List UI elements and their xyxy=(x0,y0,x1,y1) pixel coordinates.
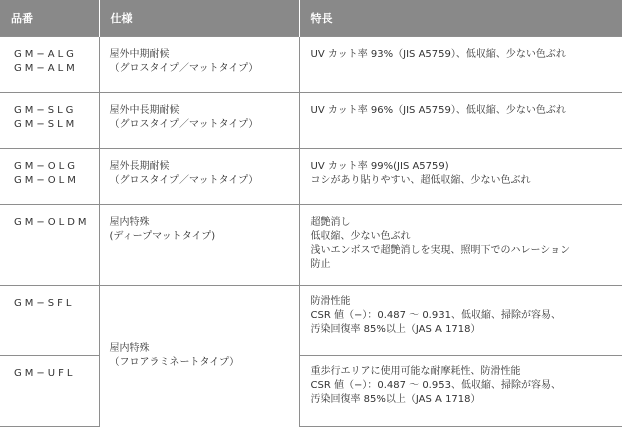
features-cell xyxy=(299,37,622,93)
features-cell xyxy=(299,93,622,149)
spec-line: 屋外中期耐候 xyxy=(109,49,170,60)
features-cell xyxy=(299,356,622,427)
table-row xyxy=(0,205,622,286)
spec-line: 屋内特殊 xyxy=(109,343,150,355)
spec-line: 屋外長期耐候 xyxy=(109,161,170,172)
feature-line: CSR 値（−）：0.487 〜 0.931、低収縮、掃除が容易、 xyxy=(310,310,561,321)
product-code-cell xyxy=(0,286,99,356)
product-code: GM−OLDM xyxy=(14,217,90,228)
spec-line: 屋内特殊 xyxy=(109,217,150,228)
spec-cell xyxy=(99,37,299,93)
product-code: GM−OLM xyxy=(14,175,79,186)
product-code: GM−ALG xyxy=(14,49,77,60)
feature-line: 重歩行エリアに使用可能な耐摩耗性、防滑性能 xyxy=(310,366,521,377)
feature-line: UV カット率 99%(JIS A5759) xyxy=(310,161,449,172)
table-row xyxy=(0,356,622,427)
feature-line: 低収縮、少ない色ぶれ xyxy=(310,231,411,242)
table-row xyxy=(0,37,622,93)
table-row xyxy=(0,149,622,205)
spec-line: 屋外中長期耐候 xyxy=(109,105,180,116)
feature-line: 汚染回復率 85%以上（JAS A 1718） xyxy=(310,324,481,335)
product-code-cell xyxy=(0,37,99,93)
product-code: GM−ALM xyxy=(14,63,78,74)
product-code-cell xyxy=(0,356,99,427)
spec-line: （フロアラミネートタイプ） xyxy=(109,357,240,369)
features-cell xyxy=(299,149,622,205)
product-code: GM−UFL xyxy=(14,368,76,379)
header-features: 特長 xyxy=(299,0,622,37)
spec-line: （グロスタイプ／マットタイプ） xyxy=(109,63,259,74)
features-cell xyxy=(299,286,622,356)
feature-line: UV カット率 96%（JIS A5759）、低収縮、少ない色ぶれ xyxy=(310,105,566,116)
header-product-code: 品番 xyxy=(0,0,99,37)
feature-line: 汚染回復率 85%以上（JAS A 1718） xyxy=(310,394,481,405)
spec-cell xyxy=(99,205,299,286)
features-cell xyxy=(299,205,622,286)
feature-line: 浅いエンボスで超艶消しを実現、照明下でのハレーション xyxy=(310,245,571,256)
spec-line: (ディープマットタイプ) xyxy=(109,231,216,242)
feature-line: 超艶消し xyxy=(310,217,351,228)
header-row xyxy=(0,0,622,37)
spec-cell xyxy=(99,93,299,149)
feature-line: 防止 xyxy=(310,259,331,270)
feature-line: UV カット率 93%（JIS A5759）、低収縮、少ない色ぶれ xyxy=(310,49,566,60)
header-specification: 仕様 xyxy=(99,0,299,37)
feature-line: コシがあり貼りやすい、超低収縮、少ない色ぶれ xyxy=(310,175,531,186)
spec-line: （グロスタイプ／マットタイプ） xyxy=(109,119,259,130)
spec-cell xyxy=(99,149,299,205)
spec-line: （グロスタイプ／マットタイプ） xyxy=(109,175,259,186)
table-row xyxy=(0,93,622,149)
feature-line: 防滑性能 xyxy=(310,296,351,307)
product-code-cell xyxy=(0,149,99,205)
product-code: GM−SFL xyxy=(14,298,75,309)
feature-line: CSR 値（−）：0.487 〜 0.953、低収縮、掃除が容易、 xyxy=(310,380,561,391)
table-row xyxy=(0,286,622,356)
product-code-cell xyxy=(0,93,99,149)
product-code-cell xyxy=(0,205,99,286)
product-code: GM−SLM xyxy=(14,119,78,130)
product-code: GM−SLG xyxy=(14,105,77,116)
spec-cell xyxy=(99,286,299,427)
product-code: GM−OLG xyxy=(14,161,78,172)
